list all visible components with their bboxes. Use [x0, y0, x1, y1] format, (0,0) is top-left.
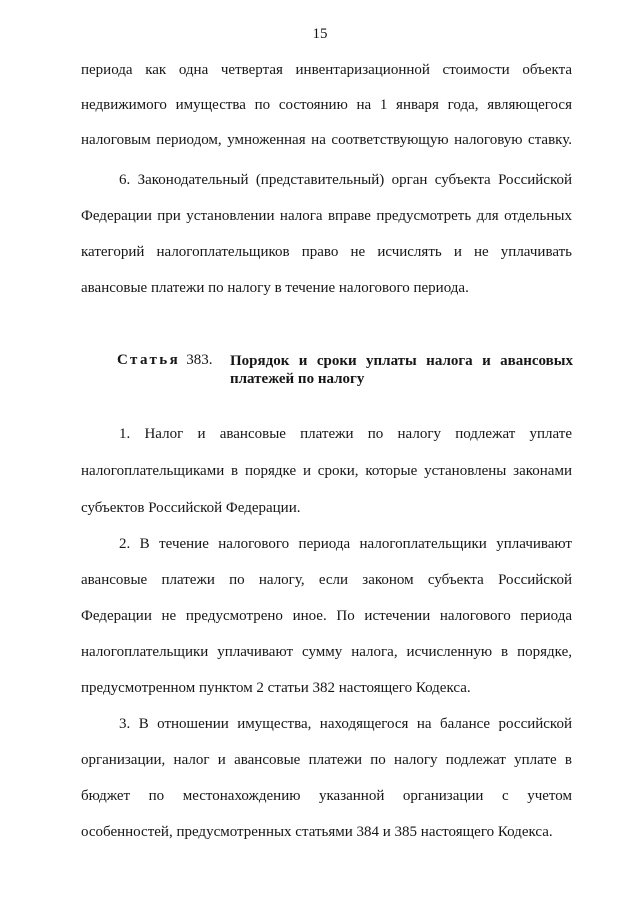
text-line: налоговым периодом, умноженная на соответствующую налоговую ставку.: [81, 132, 572, 148]
text-line: 6. Законодательный (представительный) орган субъекта Российской: [119, 172, 572, 188]
text-line: бюджет по местонахождению указанной организации с учетом: [81, 788, 572, 804]
text-line: 2. В течение налогового периода налогоплательщики уплачивают: [119, 536, 572, 552]
text-line: Федерации не предусмотрено иное. По истечении налогового периода: [81, 608, 572, 624]
text-line: авансовые платежи по налогу, если законом субъекта Российской: [81, 572, 572, 588]
article-label-word: Статья: [117, 352, 181, 368]
article-label: [117, 352, 213, 369]
article-number: 383.: [186, 352, 213, 368]
text-line: недвижимого имущества по состоянию на 1 января года, являющегося: [81, 97, 572, 113]
text-line: 3. В отношении имущества, находящегося на балансе российской: [119, 716, 572, 732]
text-line: авансовые платежи по налогу в течение налогового периода.: [81, 280, 469, 296]
article-title-line: Порядок и сроки уплаты налога и авансовых: [230, 353, 573, 369]
text-line: периода как одна четвертая инвентаризационной стоимости объекта: [81, 62, 572, 78]
text-line: категорий налогоплательщиков право не исчислять и не уплачивать: [81, 244, 572, 260]
text-line: предусмотренном пунктом 2 статьи 382 настоящего Кодекса.: [81, 680, 471, 696]
page-number: 15: [312, 26, 328, 42]
text-line: организации, налог и авансовые платежи по налогу подлежат уплате в: [81, 752, 572, 768]
text-line: Федерации при установлении налога вправе предусмотреть для отдельных: [81, 208, 572, 224]
text-line: налогоплательщики уплачивают сумму налога, исчисленную в порядке,: [81, 644, 572, 660]
text-line: особенностей, предусмотренных статьями 384 и 385 настоящего Кодекса.: [81, 824, 553, 840]
text-line: 1. Налог и авансовые платежи по налогу подлежат уплате: [119, 426, 572, 442]
text-line: налогоплательщиками в порядке и сроки, которые установлены законами: [81, 463, 572, 479]
article-title: [230, 352, 573, 388]
article-title-line: платежей по налогу: [230, 371, 365, 387]
text-line: субъектов Российской Федерации.: [81, 500, 301, 516]
